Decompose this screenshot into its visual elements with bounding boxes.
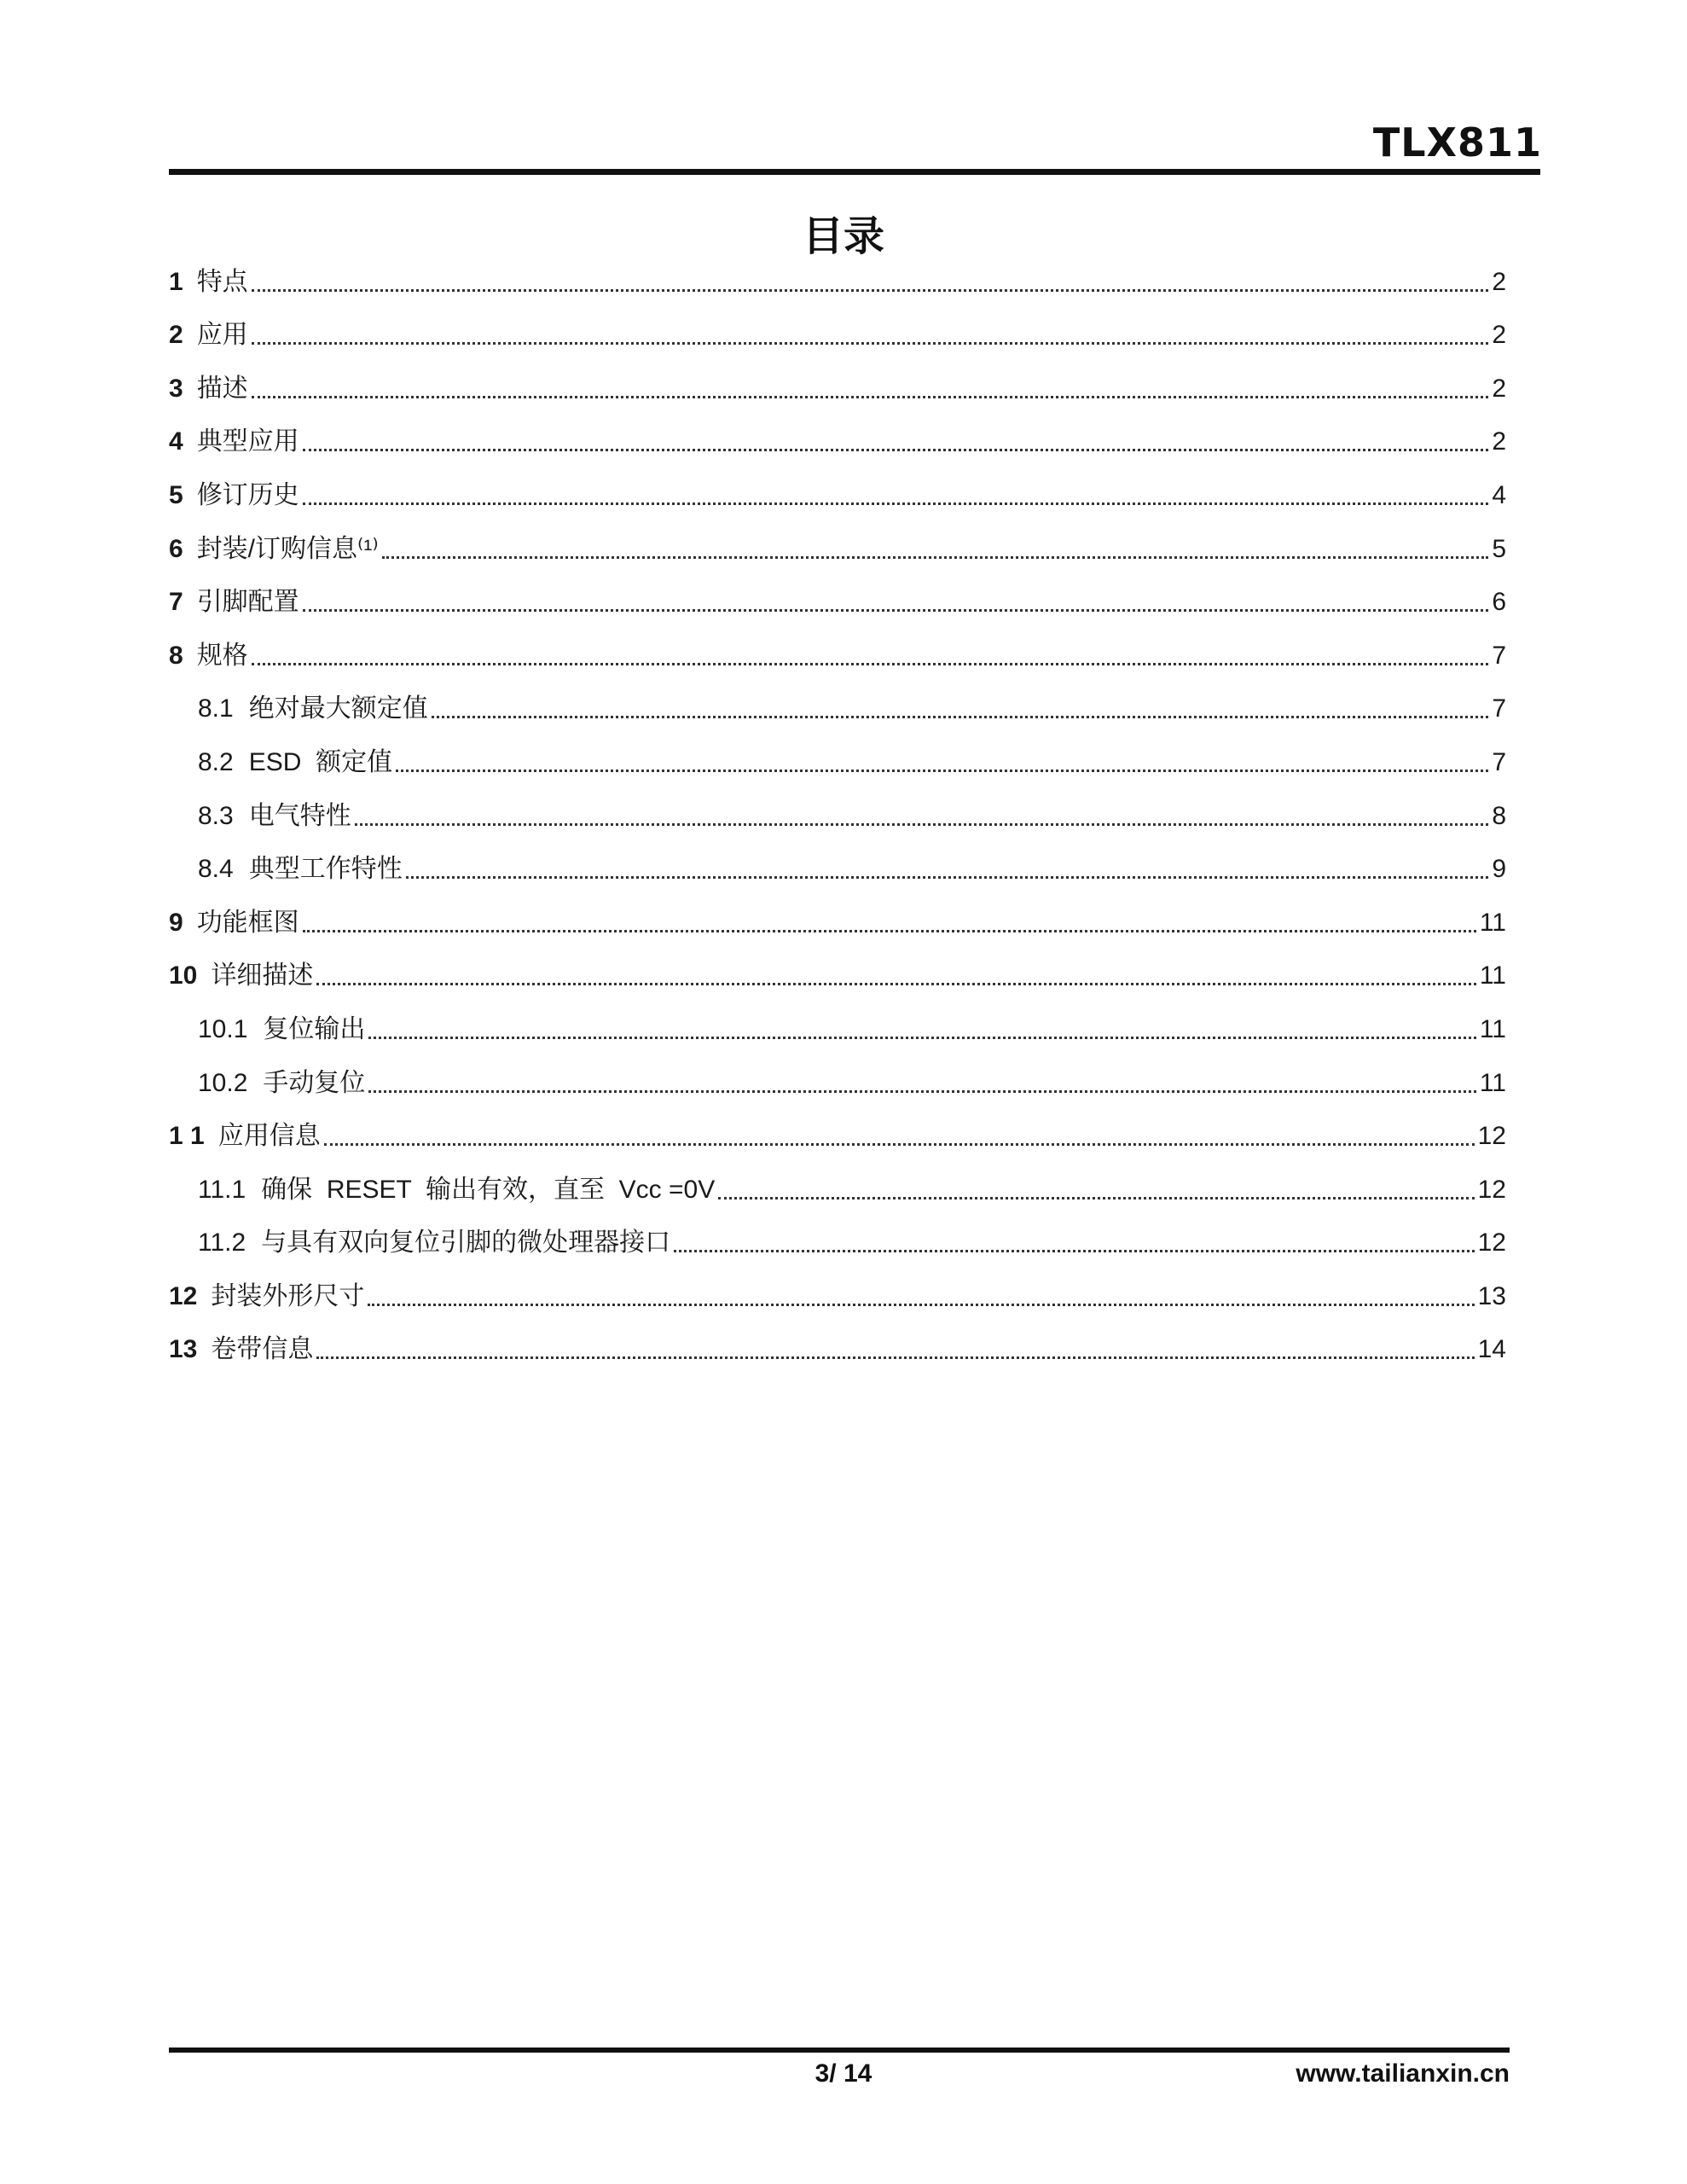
toc-entry-label: ESD 额定值	[248, 747, 393, 776]
toc-entry-number: 4	[169, 427, 183, 456]
header-rule	[169, 169, 1540, 175]
toc-entry-page: 2	[1492, 267, 1506, 296]
toc-entry-page: 7	[1492, 747, 1506, 776]
toc-entry-page: 4	[1492, 480, 1506, 509]
toc-subentry[interactable]	[169, 678, 1506, 732]
toc-subentry[interactable]	[169, 785, 1506, 839]
toc-subentry[interactable]	[169, 839, 1506, 892]
dot-leader	[674, 1250, 1474, 1252]
toc-entry-page: 12	[1477, 1175, 1506, 1204]
toc-entry[interactable]	[169, 518, 1506, 572]
toc-entry-page: 14	[1477, 1335, 1506, 1364]
toc-entry-label: 详细描述	[211, 961, 314, 990]
toc-subentry[interactable]	[169, 998, 1506, 1052]
dot-leader	[324, 1143, 1475, 1146]
toc-entry[interactable]	[169, 411, 1506, 465]
toc-entry-number: 1	[169, 267, 183, 296]
footer-rule	[169, 2048, 1510, 2053]
toc-entry-number: 8.2	[198, 747, 234, 776]
toc-entry-page: 5	[1492, 534, 1506, 563]
toc-entry-page: 11	[1479, 961, 1506, 990]
toc-entry-number: 6	[169, 534, 183, 563]
toc-entry-label: 典型工作特性	[248, 855, 403, 884]
dot-leader	[252, 663, 1489, 665]
dot-leader	[368, 1090, 1475, 1093]
toc-subentry[interactable]	[169, 1212, 1506, 1266]
toc-entry-label: 功能框图	[196, 908, 299, 937]
toc-entry-page: 13	[1477, 1281, 1506, 1310]
toc-entry-label: 封装/订购信息⁽¹⁾	[196, 534, 379, 563]
toc-entry-number: 11.1	[198, 1175, 246, 1204]
toc-entry-page: 7	[1492, 694, 1506, 723]
part-number-title: TLX811	[1372, 119, 1542, 166]
dot-leader	[316, 1356, 1474, 1359]
toc-entry-number: 10.1	[198, 1014, 248, 1043]
toc-subentry[interactable]	[169, 1159, 1506, 1212]
toc-entry-label: 典型应用	[196, 427, 299, 456]
toc-entry-page: 12	[1477, 1122, 1506, 1151]
toc-entry-label: 应用信息	[217, 1122, 321, 1151]
toc-entry-page: 2	[1492, 321, 1506, 350]
toc-entry-number: 11.2	[198, 1228, 246, 1258]
dot-leader	[316, 983, 1475, 985]
toc-entry[interactable]	[169, 892, 1506, 945]
dot-leader	[303, 502, 1489, 505]
toc-entry-number: 8.3	[198, 801, 234, 830]
toc-entry-number: 9	[169, 908, 183, 937]
toc-entry-page: 2	[1492, 374, 1506, 403]
toc-entry-label: 绝对最大额定值	[248, 694, 428, 723]
toc-entry-label: 确保 RESET 输出有效，直至 Vcc =0V	[261, 1175, 716, 1204]
toc-entry-number: 8	[169, 641, 183, 670]
toc-entry-label: 电气特性	[248, 801, 351, 830]
toc-entry-number: 12	[169, 1281, 198, 1310]
toc-entry-number: 7	[169, 588, 183, 617]
toc-entry[interactable]	[169, 1319, 1506, 1373]
toc-entry-label: 卷带信息	[211, 1335, 314, 1364]
toc-entry-page: 11	[1479, 908, 1506, 937]
dot-leader	[406, 876, 1489, 879]
dot-leader	[396, 770, 1488, 772]
toc-entry-label: 修订历史	[196, 480, 299, 509]
dot-leader	[303, 609, 1489, 612]
toc-entry[interactable]	[169, 357, 1506, 411]
toc-entry-label: 复位输出	[263, 1014, 366, 1043]
dot-leader	[368, 1037, 1475, 1039]
toc-entry[interactable]	[169, 305, 1506, 358]
toc-entry-page: 7	[1492, 641, 1506, 670]
toc-entry-number: 1 1	[169, 1122, 205, 1151]
toc-entry-page: 12	[1477, 1228, 1506, 1258]
toc-entry-label: 手动复位	[263, 1068, 366, 1097]
dot-leader	[252, 289, 1489, 292]
toc-entry-page: 9	[1492, 855, 1506, 884]
toc-entry-label: 特点	[196, 267, 248, 296]
toc-entry-number: 3	[169, 374, 183, 403]
toc-entry[interactable]	[169, 251, 1506, 305]
toc-subentry[interactable]	[169, 731, 1506, 785]
toc-entry-number: 2	[169, 321, 183, 350]
table-of-contents	[169, 251, 1506, 1372]
toc-entry-label: 规格	[196, 641, 248, 670]
dot-leader	[355, 823, 1489, 826]
toc-entry[interactable]	[169, 572, 1506, 625]
toc-entry-page: 6	[1492, 588, 1506, 617]
dot-leader	[368, 1304, 1474, 1306]
toc-entry-label: 与具有双向复位引脚的微处理器接口	[261, 1228, 671, 1258]
toc-entry-page: 8	[1492, 801, 1506, 830]
toc-entry-label: 封装外形尺寸	[211, 1281, 365, 1310]
toc-entry-number: 8.4	[198, 855, 234, 884]
toc-entry-number: 10.2	[198, 1068, 248, 1097]
toc-entry-number: 10	[169, 961, 198, 990]
toc-entry-page: 2	[1492, 427, 1506, 456]
toc-entry[interactable]	[169, 624, 1506, 678]
toc-entry-label: 引脚配置	[196, 588, 299, 617]
toc-entry[interactable]	[169, 1106, 1506, 1159]
dot-leader	[303, 449, 1489, 451]
toc-entry-page: 11	[1479, 1068, 1506, 1097]
toc-subentry[interactable]	[169, 1052, 1506, 1106]
page-indicator: 3/ 14	[815, 2059, 872, 2088]
website-link[interactable]: www.tailianxin.cn	[1296, 2059, 1510, 2088]
dot-leader	[252, 396, 1489, 398]
toc-entry-number: 8.1	[198, 694, 234, 723]
dot-leader	[303, 930, 1476, 932]
toc-entry[interactable]	[169, 464, 1506, 518]
toc-entry-page: 11	[1479, 1014, 1506, 1043]
dot-leader	[432, 716, 1489, 718]
dot-leader	[252, 342, 1489, 345]
toc-entry-label: 应用	[196, 321, 248, 350]
toc-entry-number: 13	[169, 1335, 198, 1364]
dot-leader	[718, 1197, 1474, 1199]
toc-entry-label: 描述	[196, 374, 248, 403]
toc-entry[interactable]	[169, 1265, 1506, 1319]
dot-leader	[382, 556, 1489, 559]
toc-entry-number: 5	[169, 480, 183, 509]
toc-title: 目录	[802, 212, 884, 260]
toc-entry[interactable]	[169, 945, 1506, 999]
